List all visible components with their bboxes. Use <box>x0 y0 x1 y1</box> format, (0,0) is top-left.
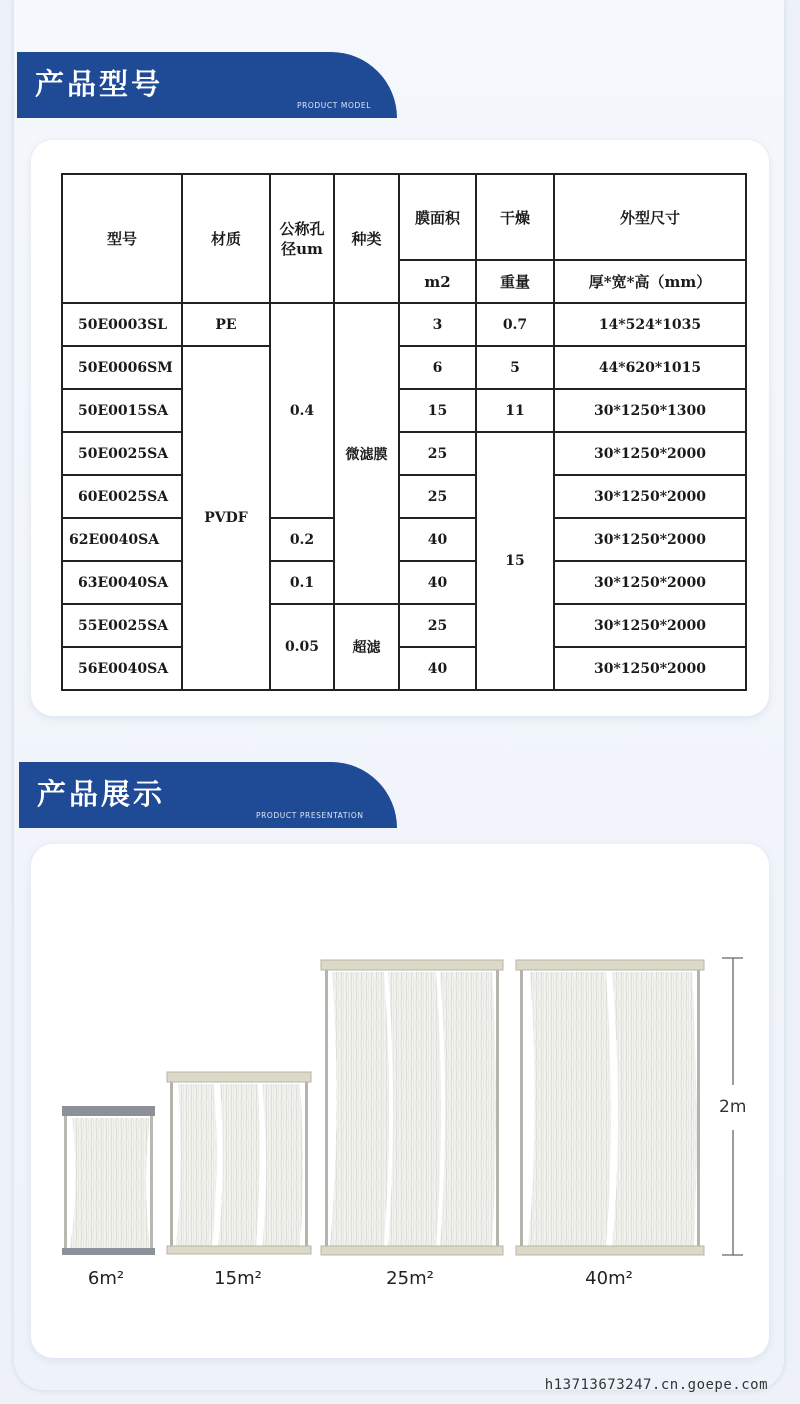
cell-area: 3 <box>399 303 476 346</box>
header-model: 型号 <box>62 174 182 303</box>
cell-pore: 0.1 <box>270 561 334 604</box>
cell-area: 6 <box>399 346 476 389</box>
module-15m2 <box>167 1072 311 1254</box>
cell-model: 50E0015SA <box>62 389 182 432</box>
module-6m2 <box>62 1106 155 1255</box>
header-dry-unit: 重量 <box>476 260 554 303</box>
module-label: 25m² <box>386 1268 434 1289</box>
cell-area: 40 <box>399 561 476 604</box>
cell-model: 56E0040SA <box>62 647 182 690</box>
header-area-unit: m2 <box>399 260 476 303</box>
header-type: 种类 <box>334 174 399 303</box>
module-label: 15m² <box>214 1268 262 1289</box>
cell-dry: 11 <box>476 389 554 432</box>
cell-pore: 0.05 <box>270 604 334 690</box>
header-size-unit: 厚*宽*高（mm） <box>554 260 746 303</box>
section-title: 产品展示 <box>37 777 166 811</box>
cell-area: 25 <box>399 475 476 518</box>
cell-material: PVDF <box>182 346 270 690</box>
cell-model: 50E0003SL <box>62 303 182 346</box>
cell-model: 50E0006SM <box>62 346 182 389</box>
cell-model: 55E0025SA <box>62 604 182 647</box>
cell-size: 30*1250*2000 <box>554 561 746 604</box>
header-pore: 公称孔径um <box>270 174 334 303</box>
cell-area: 25 <box>399 432 476 475</box>
module-25m2 <box>321 960 503 1255</box>
cell-pore: 0.2 <box>270 518 334 561</box>
cell-dry: 15 <box>476 432 554 690</box>
cell-size: 30*1250*2000 <box>554 604 746 647</box>
cell-area: 15 <box>399 389 476 432</box>
header-area: 膜面积 <box>399 174 476 260</box>
cell-area: 25 <box>399 604 476 647</box>
cell-model: 50E0025SA <box>62 432 182 475</box>
cell-size: 30*1250*2000 <box>554 518 746 561</box>
module-label: 6m² <box>87 1268 125 1289</box>
watermark-url: h13713673247.cn.goepe.com <box>544 1377 768 1393</box>
section-subtitle: PRODUCT MODEL <box>297 101 371 110</box>
header-material: 材质 <box>182 174 270 303</box>
cell-size: 30*1250*2000 <box>554 432 746 475</box>
cell-dry: 0.7 <box>476 303 554 346</box>
cell-area: 40 <box>399 518 476 561</box>
cell-type: 超滤 <box>334 604 399 690</box>
cell-size: 30*1250*2000 <box>554 475 746 518</box>
cell-model: 63E0040SA <box>62 561 182 604</box>
module-label: 40m² <box>585 1268 633 1289</box>
section-title: 产品型号 <box>35 67 164 101</box>
cell-model: 62E0040SA <box>62 518 182 561</box>
cell-size: 44*620*1015 <box>554 346 746 389</box>
module-40m2 <box>516 960 704 1255</box>
section-subtitle: PRODUCT PRESENTATION <box>256 811 364 820</box>
cell-size: 30*1250*1300 <box>554 389 746 432</box>
cell-material: PE <box>182 303 270 346</box>
header-dry: 干燥 <box>476 174 554 260</box>
header-size: 外型尺寸 <box>554 174 746 260</box>
cell-pore: 0.4 <box>270 303 334 518</box>
cell-area: 40 <box>399 647 476 690</box>
cell-size: 14*524*1035 <box>554 303 746 346</box>
cell-size: 30*1250*2000 <box>554 647 746 690</box>
cell-dry: 5 <box>476 346 554 389</box>
cell-model: 60E0025SA <box>62 475 182 518</box>
cell-type: 微滤膜 <box>334 303 399 604</box>
height-scale-label: 2m <box>719 1097 747 1117</box>
